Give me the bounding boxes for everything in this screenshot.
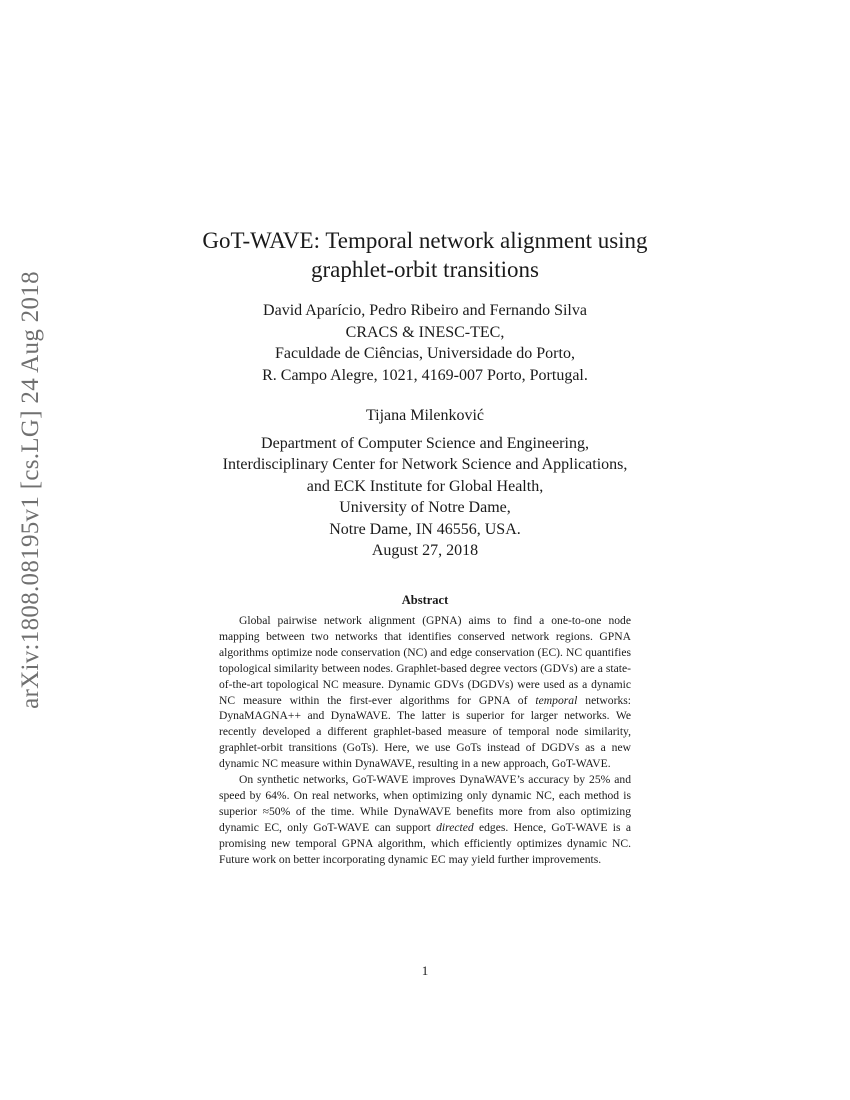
- author-name: Tijana Milenković: [365, 407, 485, 424]
- abstract-text: edges. Hence, GoT-WAVE is a promising new temporal GPNA algorithm, which efficiently optimizes dynamic NC. Future work on better incorporating dynamic EC may yield further improvements.: [219, 820, 631, 866]
- author-address: R. Campo Alegre, 1021, 4169-007 Porto, Portugal.: [262, 366, 588, 384]
- abstract-paragraph-1: [219, 613, 631, 772]
- author-affiliation: Interdisciplinary Center for Network Science and Applications,: [222, 456, 628, 473]
- author-affiliation: University of Notre Dame,: [339, 499, 511, 516]
- paper-title-line-1: GoT-WAVE: Temporal network alignment using: [202, 228, 648, 253]
- arxiv-identifier-text: arXiv:1808.08195v1 [cs.LG] 24 Aug 2018: [17, 271, 44, 709]
- author-block-porto: [150, 300, 700, 386]
- abstract-emphasis: directed: [436, 820, 474, 834]
- abstract-emphasis: temporal: [535, 693, 578, 707]
- author-affiliation: Faculdade de Ciências, Universidade do Porto,: [275, 345, 575, 362]
- author-affiliation: CRACS & INESC-TEC,: [345, 323, 505, 341]
- abstract-body: [219, 613, 631, 868]
- arxiv-identifier-stamp: [2, 265, 60, 715]
- author-block-notre-dame: [150, 405, 700, 540]
- paper-title: [150, 226, 700, 284]
- abstract-text: Global pairwise network alignment (GPNA) aims to find a one-to-one node mapping between two networks that identifies conserved network regions. GPNA algorithms optimize node conservation (NC) and edge conservation (EC). NC quantifies topological similarity between nodes. Graphlet-based degree vectors (GDVs) are a state-of-the-art topological NC measure. Dynamic GDVs (DGDVs) were used as a dynamic NC measure within the first-ever algorithms for GPNA of: [219, 614, 631, 707]
- abstract-text: On synthetic networks, GoT-WAVE improves DynaWAVE’s accuracy by 25% and speed by 64%. On real networks, when optimizing only dynamic NC, each method is superior ≈50% of the time. While DynaWAVE benefits more from also optimizing dynamic EC, only GoT-WAVE can support: [219, 773, 631, 834]
- author-names: David Aparício, Pedro Ribeiro and Fernando Silva: [263, 302, 587, 319]
- author-address: Notre Dame, IN 46556, USA.: [329, 520, 521, 538]
- page-number: 1: [421, 963, 429, 978]
- abstract-heading: Abstract: [401, 593, 449, 607]
- abstract-paragraph-2: [219, 772, 631, 867]
- author-affiliation: and ECK Institute for Global Health,: [306, 477, 544, 495]
- author-affiliation: Department of Computer Science and Engineering,: [261, 434, 589, 452]
- paper-title-line-2: graphlet-orbit transitions: [310, 257, 540, 282]
- publication-date: August 27, 2018: [371, 542, 479, 559]
- abstract-text: networks: DynaMAGNA++ and DynaWAVE. The latter is superior for larger networks. We recently developed a different graphlet-based measure of temporal node similarity, graphlet-orbit transitions (GoTs). Here, we use GoTs instead of DGDVs as a new dynamic NC measure within DynaWAVE, resulting in a new approach, GoT-WAVE.: [219, 693, 631, 771]
